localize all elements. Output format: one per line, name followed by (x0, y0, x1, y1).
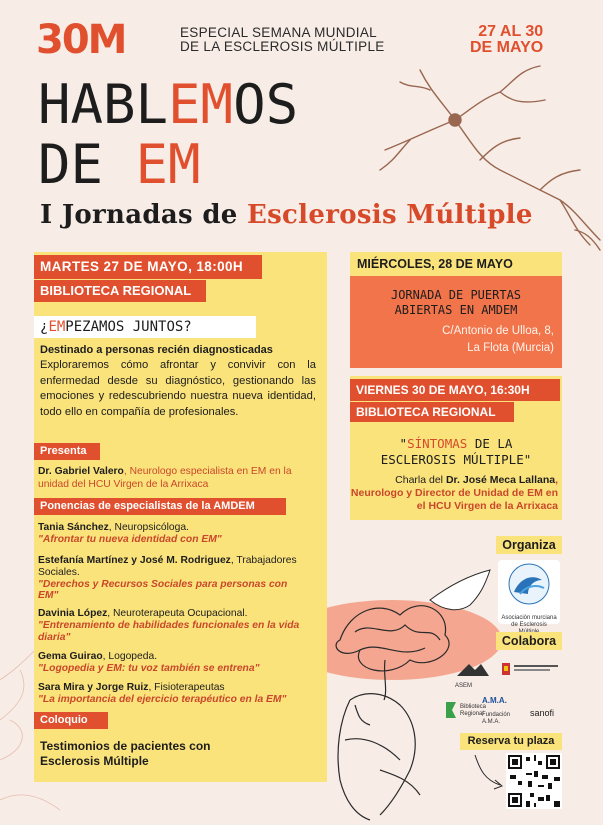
headline-em: EM (168, 73, 234, 136)
ponencia-item (38, 682, 322, 706)
address-line-1: C/Antonio de Ulloa, 8, (442, 325, 554, 337)
viernes-speaker (350, 474, 558, 513)
coloquio-label: Coloquio (34, 712, 108, 729)
title-part: DE LA (467, 436, 513, 451)
martes-session-title (34, 316, 256, 338)
presenter (38, 465, 322, 491)
headline-hablemos (38, 73, 299, 136)
viernes-location: BIBLIOTECA REGIONAL (350, 402, 514, 422)
talk-title: "Logopedia y EM: tu voz también se entrena" (38, 662, 260, 674)
talk-title: "Afrontar tu nueva identidad con EM" (38, 533, 222, 545)
qr-icon (506, 753, 562, 809)
date-line-1: 27 AL 30 (478, 23, 544, 40)
headline-part: HABL (38, 73, 169, 136)
address-line-2: La Flota (Murcia) (467, 342, 554, 354)
headline-em: EM (135, 133, 201, 196)
coloquio-text: Testimonios de pacientes con Esclerosis Múltiple (40, 739, 211, 768)
miercoles-date: MIÉRCOLES, 28 DE MAYO (350, 252, 562, 276)
headline-part: DE (38, 133, 136, 196)
title-line-2: ESCLEROSIS MÚLTIPLE" (380, 452, 532, 467)
title-part: ¿ (40, 319, 49, 335)
headline-part: OS (233, 73, 299, 136)
speaker-name: Davinia Lópe​z (38, 608, 108, 619)
biblioteca-logo (444, 700, 486, 722)
library-icon (444, 700, 458, 720)
miercoles-title (350, 288, 562, 318)
title-em: EM (48, 319, 66, 335)
sponsor-biblioteca: Biblioteca Regional (460, 704, 487, 717)
viernes-date: VIERNES 30 DE MAYO, 16:30H (350, 379, 560, 401)
asem-logo (455, 660, 491, 689)
speaker-name: Tania Sánchez (38, 522, 109, 533)
ponencias-label: Ponencias de especialistas de la AMDEM (34, 498, 286, 515)
speaker-role: , Neuropsicóloga. (108, 522, 189, 533)
speaker-name: Estefanía Martínez y José M. Rodriguez (38, 555, 231, 566)
sponsor-asem: ASEM (455, 683, 473, 689)
ponencia-item (38, 608, 322, 643)
title-part: " (399, 436, 408, 451)
ama-logo (482, 697, 528, 723)
speaker-role: , Fisioterapeutas (148, 682, 225, 693)
session-description: Exploraremos cómo afrontar y convivir con la enfermedad desde su diagnóstico, gestionando las emociones y redescubriendo nuestra nueva identidad, todo ello en compañía de profesionales. (40, 359, 316, 418)
talk-title: "La importancia del ejercicio terapéutico en la EM" (38, 693, 287, 705)
charla-pre: Charla del (395, 474, 446, 486)
martes-date: MARTES 27 DE MAYO, 18:00H (34, 255, 262, 279)
logo-30m: 30M (36, 17, 126, 63)
wave-icon (498, 560, 560, 610)
speaker-name: Gema Guirao (38, 651, 103, 662)
jornadas-title (40, 200, 533, 230)
amdem-logo (498, 560, 560, 628)
organiza-label: Organiza (496, 536, 562, 554)
target-audience: Destinado a personas recién diagnosticadas (40, 344, 273, 356)
jornadas-pre: I Jornadas de (40, 200, 247, 230)
gobierno-logo (500, 660, 562, 678)
miercoles-title-2: ABIERTAS EN AMDEM (394, 303, 518, 317)
ponencia-item (38, 522, 322, 546)
reserva-label: Reserva tu plaza (460, 733, 562, 750)
talk-title: "Derechos y Recursos Sociales para personas con EM" (38, 578, 288, 602)
speaker-name: Sara Mira y Jorge Ruiz (38, 682, 149, 693)
presenter-name: Dr. Gabriel Valero (38, 466, 124, 477)
colabora-label: Colabora (496, 632, 562, 650)
sponsor-fundacion-ama: Fundación A.M.A. (482, 712, 511, 725)
especial-semana-text (180, 26, 385, 54)
presenta-label: Presenta (34, 443, 100, 460)
headline-de-em (38, 133, 201, 196)
presenter-role: , Neurologo especialista en EM en la unidad del HCU Virgen de la Arrixaca (38, 466, 292, 490)
jornadas-red: Esclerosis Múltiple (247, 200, 533, 230)
especial-line-2: DE LA ESCLEROSIS MÚLTIPLE (180, 39, 385, 54)
mountain-icon (455, 660, 491, 678)
title-part: PEZAMOS JUNTOS? (65, 319, 192, 335)
speaker-role: , Neuroterapeuta Ocupacional. (107, 608, 248, 619)
speaker-role: , Trabajadores Sociales. (38, 555, 297, 578)
viernes-title (350, 436, 562, 468)
crest-icon (500, 660, 562, 678)
sanofi-logo: sanofi (530, 708, 555, 718)
date-line-2: DE MAYO (470, 39, 544, 56)
miercoles-address (350, 323, 554, 357)
speaker-role: , Logopeda. (102, 651, 158, 662)
charla-name: Dr. José Meca Lallana (445, 474, 556, 486)
ponencia-item (38, 555, 298, 602)
charla-role: , Neurologo y Director de Unidad de EM en el HCU Virgen de la Arrixaca (350, 474, 558, 512)
date-range (470, 24, 543, 56)
talk-title: "Entrenamiento de habilidades funcionales en la vida diaria" (38, 619, 300, 643)
amdem-text: Asociación murciana de Esclerosis (501, 615, 557, 628)
ponencia-item (38, 651, 322, 675)
miercoles-title-1: JORNADA DE PUERTAS (390, 288, 522, 302)
martes-location: BIBLIOTECA REGIONAL (34, 280, 206, 302)
qr-code[interactable] (506, 753, 562, 809)
especial-line-1: ESPECIAL SEMANA MUNDIAL (180, 25, 377, 40)
title-red: SÍNTOMAS (407, 436, 468, 451)
sponsor-ama: A.M.A. (482, 696, 507, 705)
